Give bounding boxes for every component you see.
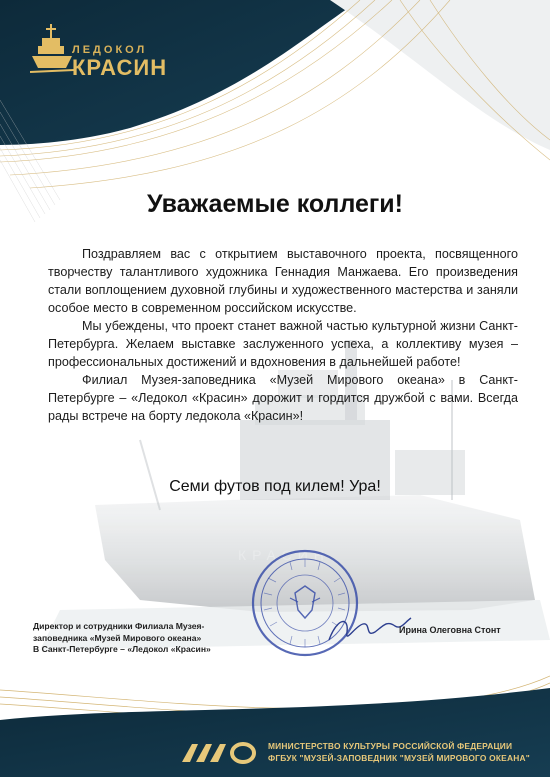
signer-left [33,621,253,656]
logo-line2: КРАСИН [72,55,168,80]
footer-line-1: МИНИСТЕРСТВО КУЛЬТУРЫ РОССИЙСКОЙ ФЕДЕРАЦИИ [268,741,513,751]
footer-line-2: ФГБУК "МУЗЕЙ-ЗАПОВЕДНИК "МУЗЕЙ МИРОВОГО ОКЕАНА" [268,753,530,763]
signer-left-line-1: Директор и сотрудники Филиала Музея- [33,621,205,631]
motto: Семи футов под килем! Ура! [169,478,381,495]
paragraph-3: Филиал Музея-заповедника «Музей Мирового океана» в Санкт-Петербурге – «Ледокол «Красин» дорожит и гордится дружбой с вами. Всегда рады встрече на борту ледокола «Красин»! [48,373,518,423]
signer-left-line-3: В Санкт-Петербурге – «Ледокол «Красин» [33,644,211,654]
footer-logo-text: ММО [180,740,183,741]
krasin-logo [30,22,190,82]
icebreaker-ship-icon [30,22,74,78]
letter-body [48,245,518,425]
signer-left-line-2: заповедника «Музей Мирового океана» [33,632,202,643]
footer-org [268,740,530,764]
letter-title: Уважаемые коллеги! [146,190,404,218]
mmo-logo-icon [180,740,260,764]
signer-name: Ирина Олеговна Стонт [399,625,501,635]
logo-line1: ЛЕДОКОЛ [72,44,148,56]
paragraph-2: Мы убеждены, что проект станет важной частью культурной жизни Санкт-Петербурга. Желаем выставке заслуженного успеха, а коллективу музея – профессиональных достижений и вдохновения в дальнейшей работе! [48,319,518,369]
ship-hull-text: КРАСИН [238,547,330,563]
paragraph-1: Поздравляем вас с открытием выставочного проекта, посвященного творчеству талантливого художника Геннадия Манжаева. Его произведения стали воплощением духовной глубины и художественного мастерства и заняли особое место в современном российском искусстве. [48,247,518,315]
